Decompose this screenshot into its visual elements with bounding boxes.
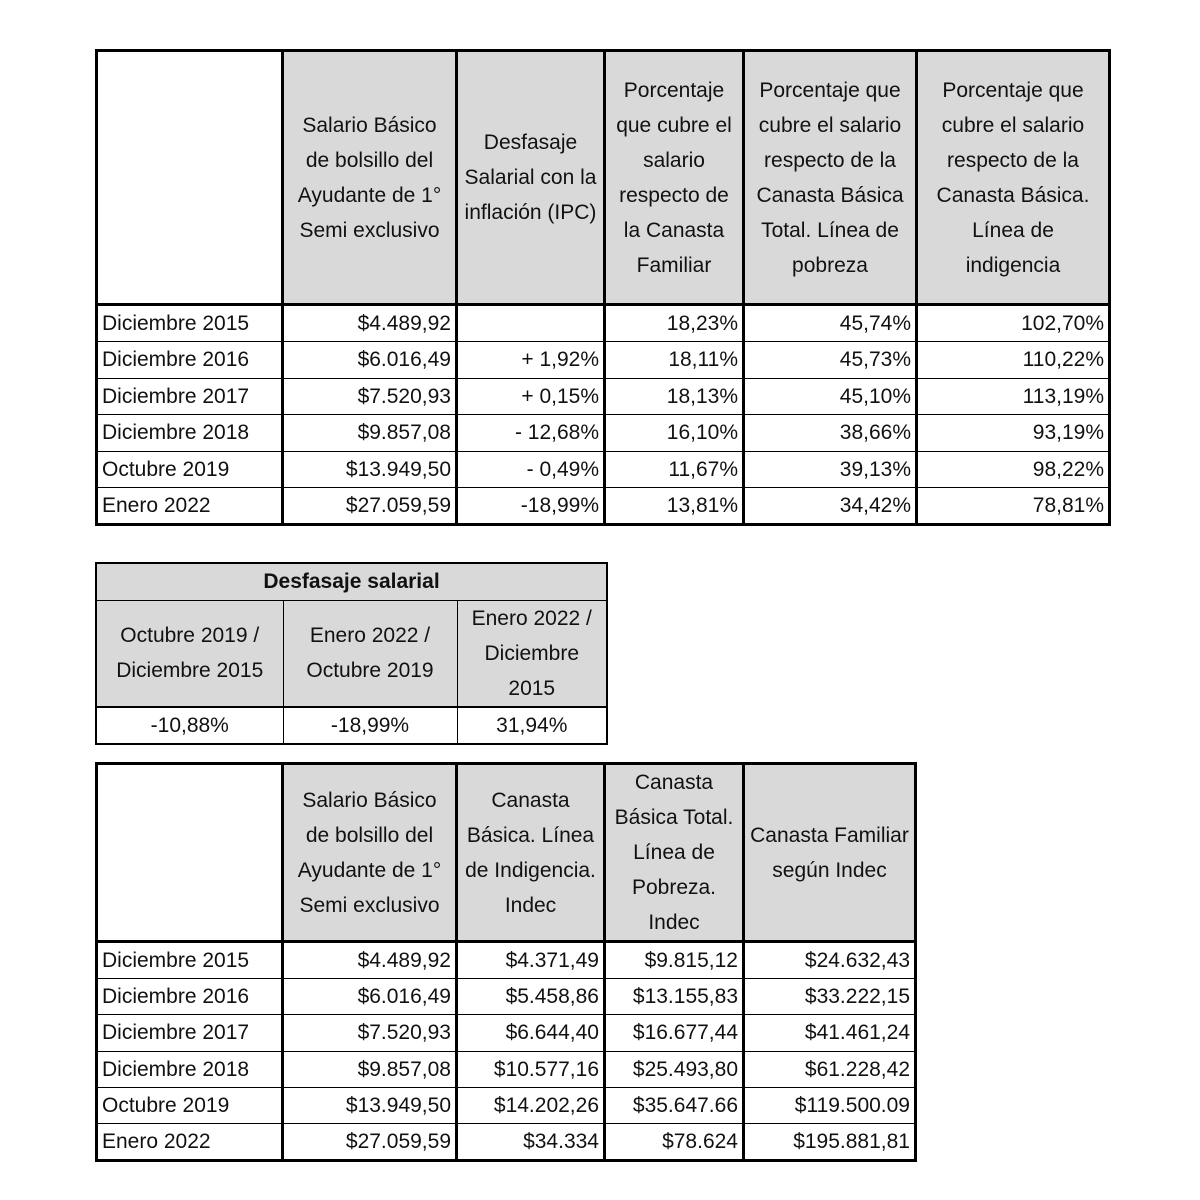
cell: 16,10% (605, 415, 744, 452)
cell: $61.228,42 (744, 1051, 916, 1087)
table-row (97, 1124, 916, 1161)
cell: $9.815,12 (605, 942, 744, 979)
cell: 98,22% (917, 451, 1110, 488)
cell: $10.577,16 (457, 1051, 605, 1087)
cell: $34.334 (457, 1124, 605, 1161)
cell: 34,42% (744, 488, 917, 525)
row-label: Diciembre 2017 (97, 1015, 283, 1051)
header-cell: Enero 2022 / Diciembre 2015 (457, 600, 607, 707)
row-label: Diciembre 2016 (97, 979, 283, 1015)
table-row (97, 1087, 916, 1123)
header-cell: Octubre 2019 / Diciembre 2015 (96, 600, 283, 707)
cell: 93,19% (917, 415, 1110, 452)
cell: $35.647.66 (605, 1087, 744, 1123)
row-label: Diciembre 2016 (97, 342, 283, 379)
cell (457, 305, 605, 342)
cell: - 0,49% (457, 451, 605, 488)
table-row (97, 1051, 916, 1087)
row-label: Octubre 2019 (97, 1087, 283, 1123)
header-cell: Canasta Familiar según Indec (744, 764, 916, 942)
cell: 13,81% (605, 488, 744, 525)
row-label: Enero 2022 (97, 1124, 283, 1161)
cell: 31,94% (457, 707, 607, 744)
header-cell: Canasta Básica Total. Línea de Pobreza. Indec (605, 764, 744, 942)
cell: $4.489,92 (283, 305, 457, 342)
header-cell (97, 51, 283, 305)
cell: + 0,15% (457, 378, 605, 415)
cell: 18,23% (605, 305, 744, 342)
header-cell: Canasta Básica. Línea de Indigencia. Indec (457, 764, 605, 942)
cell: 39,13% (744, 451, 917, 488)
salary-basket-table (95, 762, 917, 1162)
cell: $14.202,26 (457, 1087, 605, 1123)
header-row (96, 600, 607, 707)
table-row (97, 979, 916, 1015)
cell: $119.500.09 (744, 1087, 916, 1123)
table-row (97, 488, 1110, 525)
header-cell: Porcentaje que cubre el salario respecto de la Canasta Básica. Línea de indigencia (917, 51, 1110, 305)
cell: $13.949,50 (283, 1087, 457, 1123)
row-label: Enero 2022 (97, 488, 283, 525)
table-row (97, 942, 916, 979)
cell: $6.016,49 (283, 979, 457, 1015)
cell: 11,67% (605, 451, 744, 488)
table-row (97, 378, 1110, 415)
cell: 18,11% (605, 342, 744, 379)
cell: $5.458,86 (457, 979, 605, 1015)
cell: -10,88% (96, 707, 283, 744)
cell: $33.222,15 (744, 979, 916, 1015)
header-row (97, 51, 1110, 305)
cell: 18,13% (605, 378, 744, 415)
row-label: Diciembre 2018 (97, 415, 283, 452)
header-cell: Enero 2022 / Octubre 2019 (283, 600, 457, 707)
header-row (97, 764, 916, 942)
header-cell: Porcentaje que cubre el salario respecto de la Canasta Familiar (605, 51, 744, 305)
row-label: Diciembre 2015 (97, 305, 283, 342)
table-row (97, 305, 1110, 342)
cell: 38,66% (744, 415, 917, 452)
table-row (97, 342, 1110, 379)
header-cell: Porcentaje que cubre el salario respecto de la Canasta Básica Total. Línea de pobreza (744, 51, 917, 305)
cell: $7.520,93 (283, 1015, 457, 1051)
row-label: Diciembre 2015 (97, 942, 283, 979)
table-row (97, 451, 1110, 488)
cell: $41.461,24 (744, 1015, 916, 1051)
salary-inflation-table (95, 49, 1111, 526)
header-cell: Desfasaje Salarial con la inflación (IPC) (457, 51, 605, 305)
cell: $195.881,81 (744, 1124, 916, 1161)
cell: $27.059,59 (283, 1124, 457, 1161)
cell: $4.489,92 (283, 942, 457, 979)
cell: $24.632,43 (744, 942, 916, 979)
cell: $9.857,08 (283, 1051, 457, 1087)
cell: 45,73% (744, 342, 917, 379)
cell: 110,22% (917, 342, 1110, 379)
row-label: Diciembre 2017 (97, 378, 283, 415)
cell: $78.624 (605, 1124, 744, 1161)
header-cell: Salario Básico de bolsillo del Ayudante de 1° Semi exclusivo (283, 51, 457, 305)
cell: -18,99% (283, 707, 457, 744)
row-label: Octubre 2019 (97, 451, 283, 488)
cell: $9.857,08 (283, 415, 457, 452)
cell: $13.155,83 (605, 979, 744, 1015)
cell: 45,74% (744, 305, 917, 342)
cell: 113,19% (917, 378, 1110, 415)
cell: $7.520,93 (283, 378, 457, 415)
cell: 102,70% (917, 305, 1110, 342)
header-cell (97, 764, 283, 942)
table-row (96, 707, 607, 744)
cell: 78,81% (917, 488, 1110, 525)
cell: $6.016,49 (283, 342, 457, 379)
cell: $4.371,49 (457, 942, 605, 979)
cell: $13.949,50 (283, 451, 457, 488)
row-label: Diciembre 2018 (97, 1051, 283, 1087)
cell: + 1,92% (457, 342, 605, 379)
cell: -18,99% (457, 488, 605, 525)
table-title: Desfasaje salarial (96, 563, 607, 600)
cell: $16.677,44 (605, 1015, 744, 1051)
table-row (97, 1015, 916, 1051)
cell: $27.059,59 (283, 488, 457, 525)
cell: - 12,68% (457, 415, 605, 452)
wage-gap-table (95, 562, 608, 745)
header-cell: Salario Básico de bolsillo del Ayudante de 1° Semi exclusivo (283, 764, 457, 942)
table-row (97, 415, 1110, 452)
cell: $6.644,40 (457, 1015, 605, 1051)
cell: $25.493,80 (605, 1051, 744, 1087)
cell: 45,10% (744, 378, 917, 415)
title-row (96, 563, 607, 600)
